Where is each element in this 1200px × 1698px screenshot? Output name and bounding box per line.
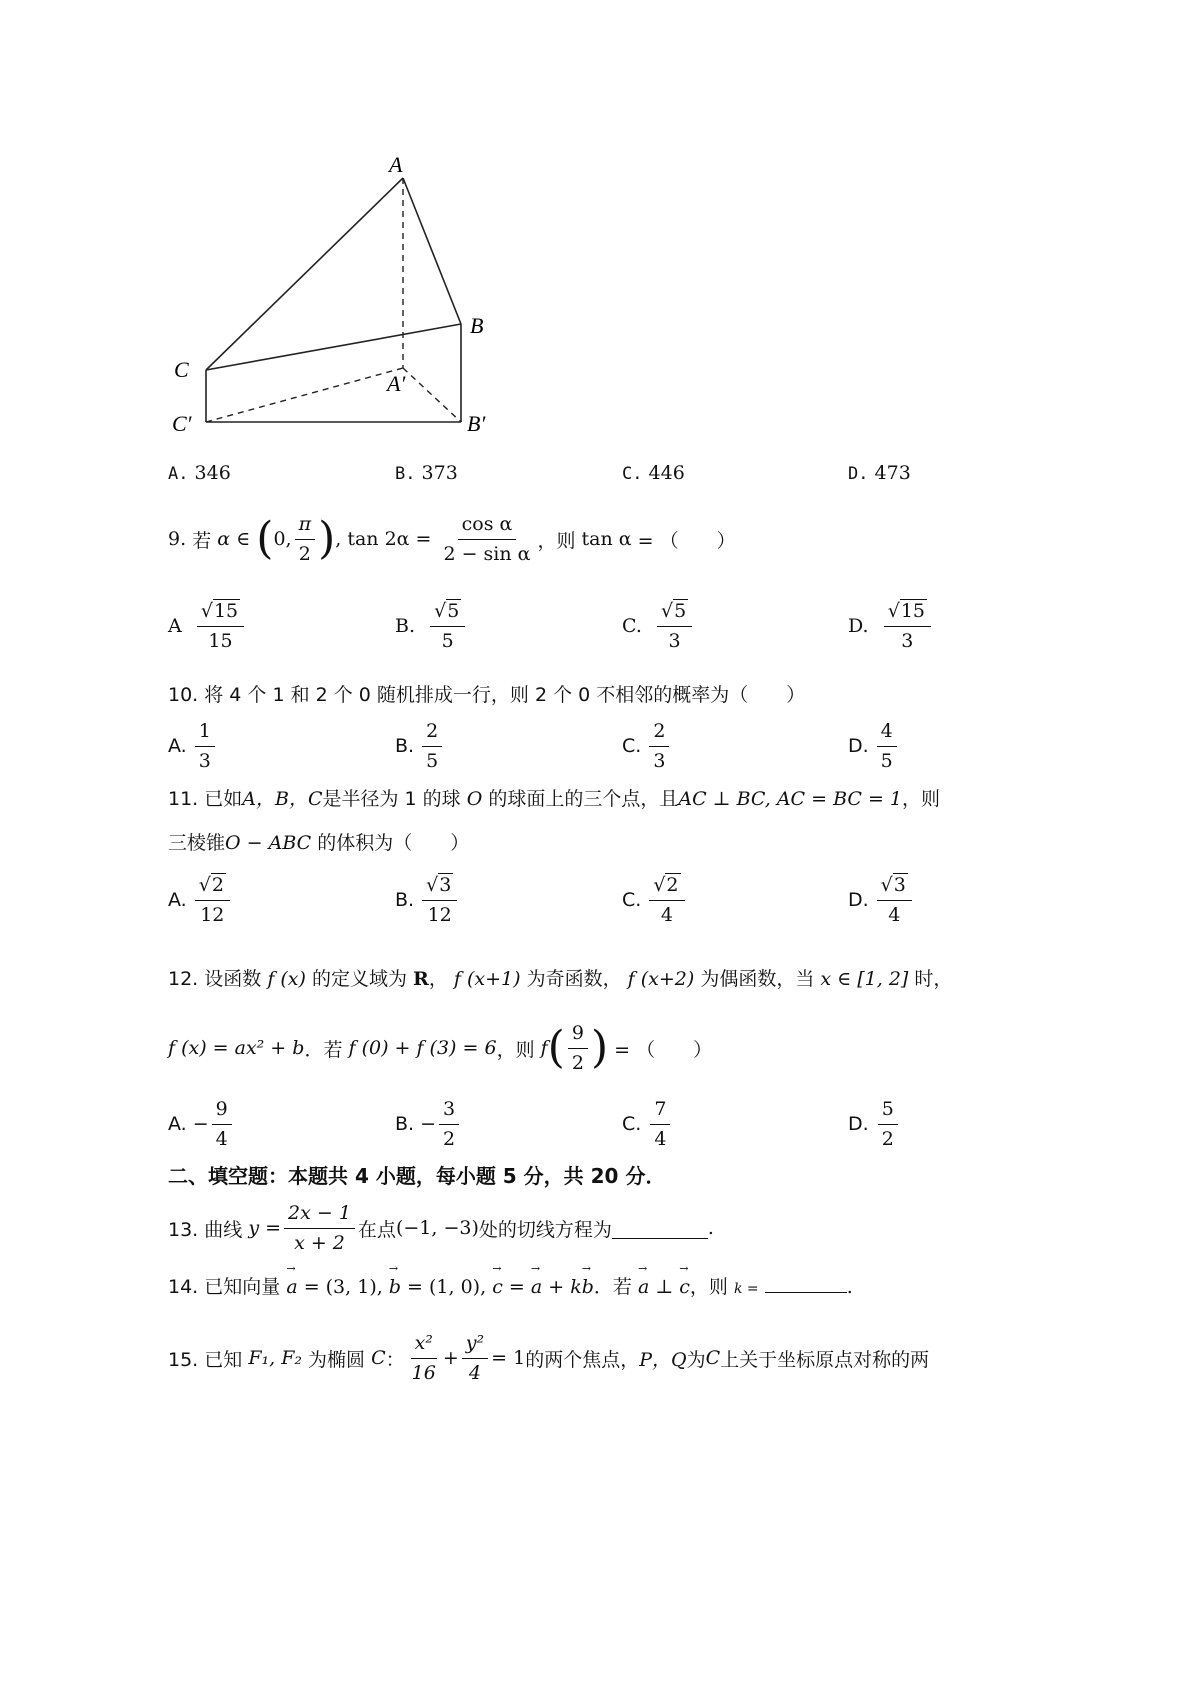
- q12-option-b[interactable]: B. − $\frac{3}{2}$: [395, 1098, 462, 1151]
- q10-option-d[interactable]: D. $\frac{4}{5}$: [848, 720, 900, 773]
- q12-option-c[interactable]: C. $\frac{7}{4}$: [622, 1098, 673, 1151]
- label-B: B: [470, 313, 484, 338]
- q13-answer-blank[interactable]: [612, 1218, 708, 1239]
- q14-answer-blank[interactable]: [765, 1278, 847, 1293]
- q14-stem: 14. 已知向量 → a = (3, 1), → b = (1, 0), → c = → a + k→ b．若 → a ⊥ → c，则 k = .: [168, 1272, 853, 1299]
- q8-option-a[interactable]: A. 346: [168, 462, 231, 484]
- q13-stem: 13. 曲线 y = $\frac{2x - 1}{x + 2}$ 在点 (−1, −3) 处的切线方程为 .: [168, 1201, 714, 1254]
- q12-option-a[interactable]: A. − $\frac{9}{4}$: [168, 1098, 235, 1151]
- edge-Cp-Ap-hidden: [206, 368, 403, 422]
- label-A-prime: A′: [387, 371, 406, 396]
- q11-option-c[interactable]: C. $\frac{√2}{4}$: [622, 874, 688, 927]
- q12-stem-line1: 12. 设函数 f (x) 的定义域为 R， f (x+1) 为奇函数， f (x+2) 为偶函数，当 x ∈ [1, 2] 时，: [168, 968, 953, 990]
- edge-A-B: [403, 178, 461, 324]
- q11-option-d[interactable]: D. $\frac{√3}{4}$: [848, 874, 915, 927]
- q9-option-c[interactable]: C. $\frac{√5}{3}$: [622, 600, 695, 653]
- q8-option-b[interactable]: B. 373: [395, 462, 458, 484]
- label-C-prime: C′: [172, 411, 192, 436]
- q11-option-a[interactable]: A. $\frac{√2}{12}$: [168, 874, 233, 927]
- label-A: A: [389, 152, 403, 177]
- q10-option-c[interactable]: C. $\frac{2}{3}$: [622, 720, 672, 773]
- q9-stem: 9. 若 α ∈ ( 0, $\frac{\pi}{2}$ ) , tan 2α = $\frac{\text{cos α}}{\text{2 − sin α}}$ ，则 tan α = （ ）: [168, 512, 736, 565]
- q10-stem: 10. 将 4 个 1 和 2 个 0 随机排成一行，则 2 个 0 不相邻的概率为（ ）: [168, 684, 806, 706]
- q9-option-a[interactable]: A $\frac{√15}{15}$: [168, 600, 247, 653]
- q11-stem-line2: 三棱锥O − ABC 的体积为（ ）: [168, 832, 470, 854]
- q9-option-d[interactable]: D. $\frac{√15}{3}$: [848, 600, 934, 653]
- q11-stem-line1: 11. 已如A，B，C是半径为 1 的球 O 的球面上的三个点，且AC ⊥ BC, AC = BC = 1，则: [168, 788, 941, 810]
- q10-option-b[interactable]: B. $\frac{2}{5}$: [395, 720, 445, 773]
- q9-option-b[interactable]: B. $\frac{√5}{5}$: [395, 600, 468, 653]
- edge-A-C: [206, 178, 403, 370]
- q8-option-c[interactable]: C. 446: [622, 462, 685, 484]
- q15-stem: 15. 已知 F₁, F₂ 为椭圆 C ： $\frac{\text{x²}}{16}$ + $\frac{\text{y²}}{4}$ = 1 的两个焦点， P，Q 为 C 上关于坐标原点对称的两: [168, 1331, 930, 1384]
- label-C: C: [174, 357, 189, 382]
- section-2-heading: 二、填空题：本题共 4 小题，每小题 5 分，共 20 分．: [168, 1164, 666, 1188]
- q10-option-a[interactable]: A. $\frac{1}{3}$: [168, 720, 218, 773]
- q12-stem-line2: f (x) = ax² + b ．若 f (0) + f (3) = 6 ，则 f ( $\frac{9}{2}$ ) = （ ）: [168, 1021, 713, 1074]
- q12-option-d[interactable]: D. $\frac{5}{2}$: [848, 1098, 901, 1151]
- prism-figure: [170, 150, 530, 450]
- q11-option-b[interactable]: B. $\frac{√3}{12}$: [395, 874, 460, 927]
- label-B-prime: B′: [467, 411, 486, 436]
- q8-option-d[interactable]: D. 473: [848, 462, 911, 484]
- edge-Ap-Bp-hidden: [403, 368, 461, 422]
- edge-C-B: [206, 324, 461, 370]
